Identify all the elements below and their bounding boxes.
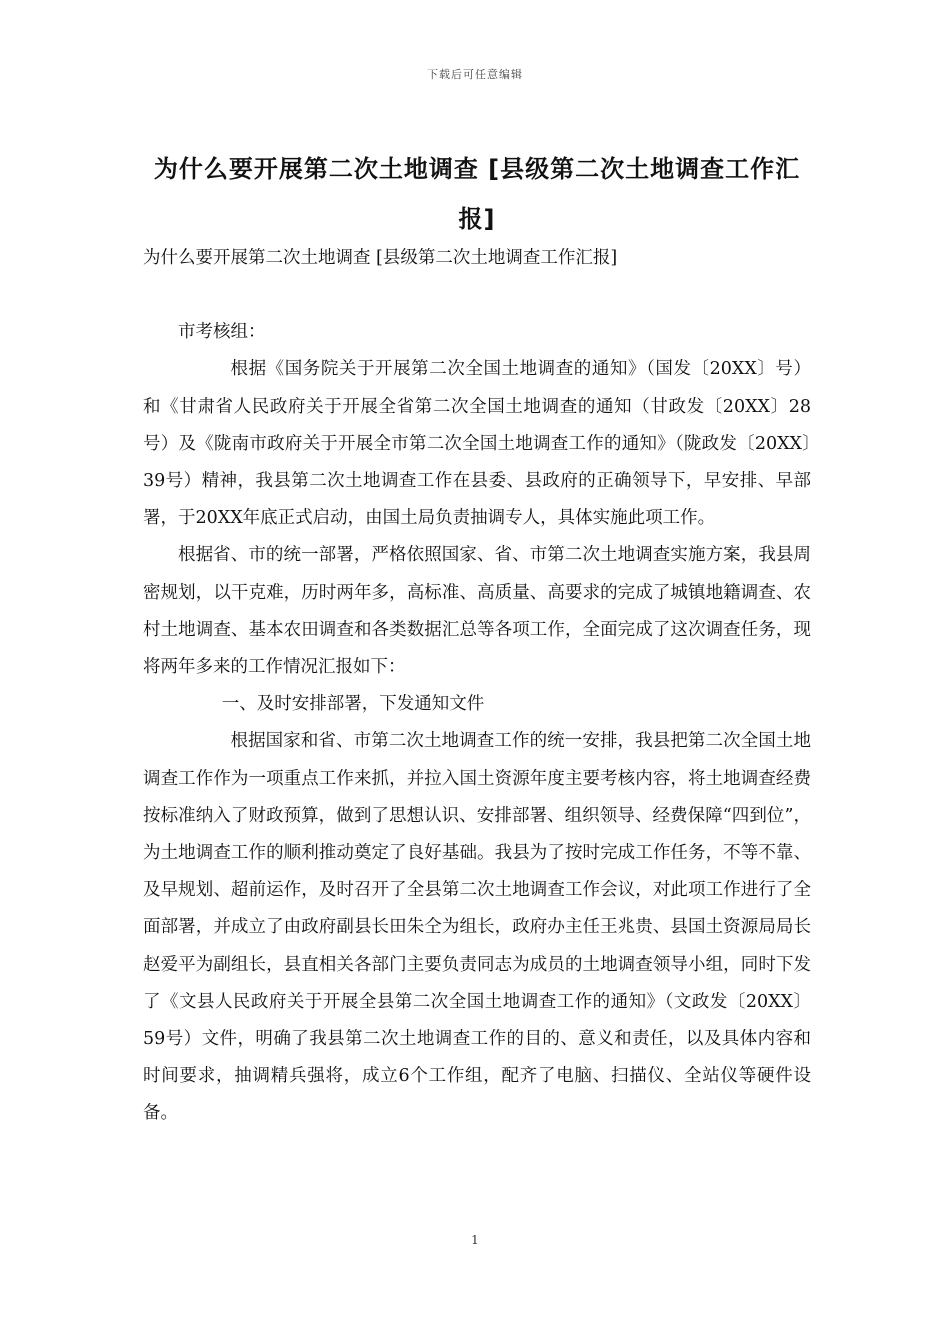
document-subtitle: 为什么要开展第二次土地调查 [县级第二次土地调查工作汇报] <box>143 248 618 268</box>
paragraph: 根据省、市的统一部署，严格依照国家、省、市第二次土地调查实施方案，我县周密规划，以干克难，历时两年多，高标准、高质量、高要求的完成了城镇地籍调查、农村土地调查、基本农田调查和各类数据汇总等各项工作，全面完成了这次调查任务，现将两年多来的工作情况汇报如下： <box>143 545 811 678</box>
document-title: 为什么要开展第二次土地调查 [县级第二次土地调查工作汇报] <box>153 155 801 233</box>
document-body <box>143 240 811 1133</box>
paragraph: 根据《国务院关于开展第二次全国土地调查的通知》（国发〔20XX〕号）和《甘肃省人民政府关于开展全省第二次全国土地调查的通知（甘政发〔20XX〕28号）及《陇南市政府关于开展全市第二次全国土地调查工作的通知》（陇政发〔20XX〕39号）精神，我县第二次土地调查工作在县委、县政府的正确领导下，早安排、早部署，于20XX年底正式启动，由国土局负责抽调专人，具体实施此项工作。 <box>143 359 811 529</box>
paragraph: 根据国家和省、市第二次土地调查工作的统一安排，我县把第二次全国土地调查工作作为一项重点工作来抓，并拉入国土资源年度主要考核内容，将土地调查经费按标准纳入了财政预算，做到了思想认识、安排部署、组织领导、经费保障“四到位”，为土地调查工作的顺利推动奠定了良好基础。我县为了按时完成工作任务，不等不靠、及早规划、超前运作，及时召开了全县第二次土地调查工作会议，对此项工作进行了全面部署，并成立了由政府副县长田朱仝为组长，政府办主任王兆贵、县国土资源局局长赵爱平为副组长，县直相关各部门主要负责同志为成员的土地调查领导小组，同时下发了《文县人民政府关于开展全县第二次全国土地调查工作的通知》（文政发〔20XX〕59号）文件，明确了我县第二次土地调查工作的目的、意义和责任，以及具体内容和时间要求，抽调精兵强将，成立6个工作组，配齐了电脑、扫描仪、全站仪等硬件设备。 <box>143 731 811 1124</box>
header-note: 下载后可任意编辑 <box>427 68 523 81</box>
salutation: 市考核组： <box>178 322 266 343</box>
section-heading: 一、及时安排部署，下发通知文件 <box>221 694 485 715</box>
page-number: 1 <box>471 1233 479 1247</box>
